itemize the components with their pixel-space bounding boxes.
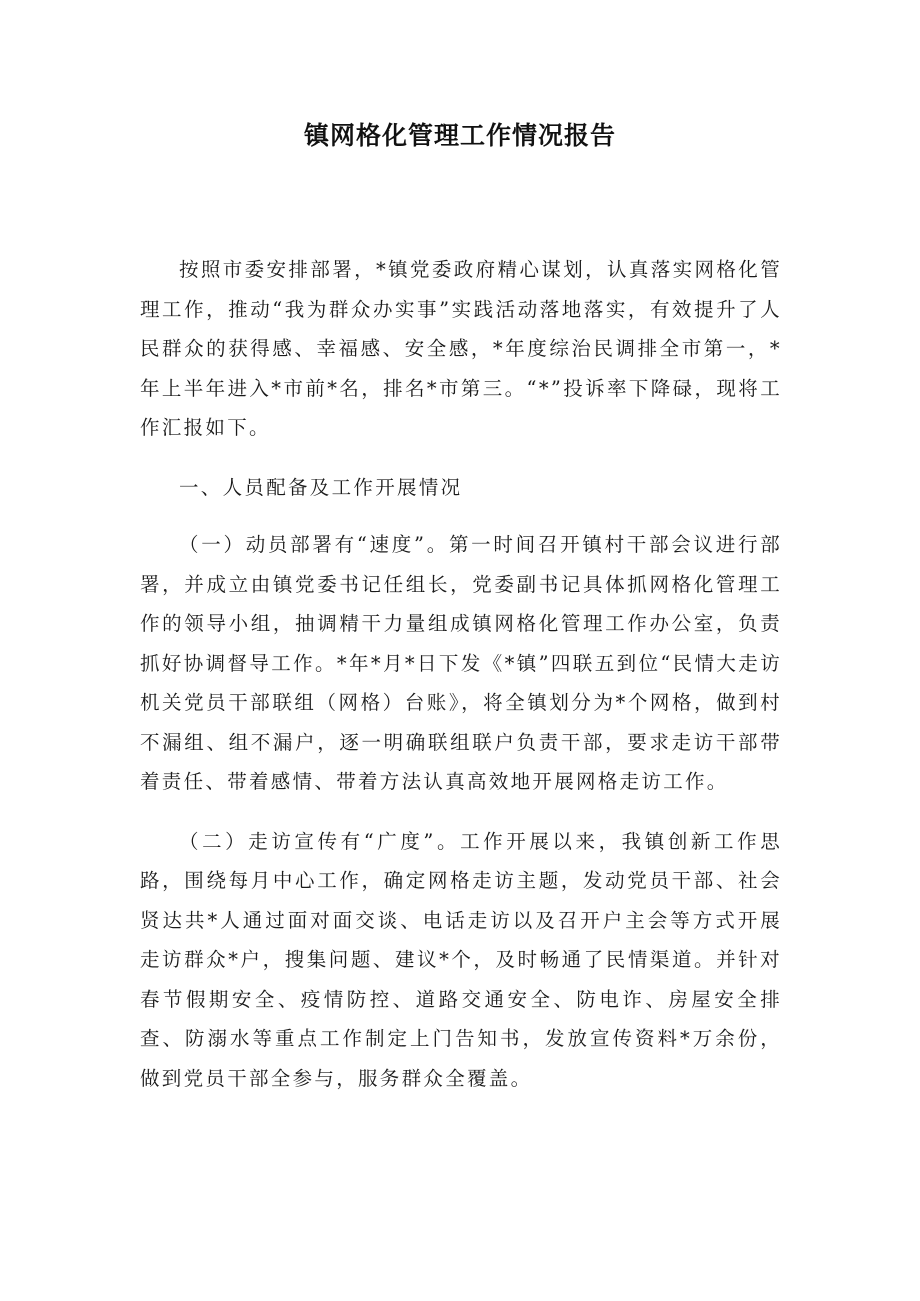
spacer [140, 448, 782, 468]
paragraph-visits: （二）走访宣传有“广度”。工作开展以来，我镇创新工作思路，围绕每月中心工作，确定网格走访主题，发动党员干部、社会贤达共*人通过面对面交谈、电话走访以及召开户主会等方式开展走访群众*户，搜集问题、建议*个，及时畅通了民情渠道。并针对春节假期安全、疫情防控、道路交通安全、防电诈、房屋安全排查、防溺水等重点工作制定上门告知书，发放宣传资料*万余份，做到党员干部全参与，服务群众全覆盖。 [140, 829, 782, 1090]
spacer [140, 802, 782, 822]
intro-paragraph: 按照市委安排部署，*镇党委政府精心谋划，认真落实网格化管理工作，推动“我为群众办实事”实践活动落地落实，有效提升了人民群众的获得感、幸福感、安全感，*年度综治民调排全市第一，*年上半年进入*市前*名，排名*市第三。“*”投诉率下降碌，现将工作汇报如下。 [140, 258, 782, 439]
document-body [140, 250, 782, 1098]
spacer [140, 507, 782, 525]
section-heading: 一、人员配备及工作开展情况 [179, 475, 463, 499]
document-title: 镇网格化管理工作情况报告 [303, 121, 616, 150]
paragraph-mobilization: （一）动员部署有“速度”。第一时间召开镇村干部会议进行部署，并成立由镇党委书记任组长，党委副书记具体抓网格化管理工作的领导小组，抽调精干力量组成镇网格化管理工作办公室，负责抓好协调督导工作。*年*月*日下发《*镇”四联五到位“民情大走访机关党员干部联组（网格）台账》，将全镇划分为*个网格，做到村不漏组、组不漏户，逐一明确联组联户负责干部，要求走访干部带着责任、带着感情、带着方法认真高效地开展网格走访工作。 [140, 533, 782, 793]
